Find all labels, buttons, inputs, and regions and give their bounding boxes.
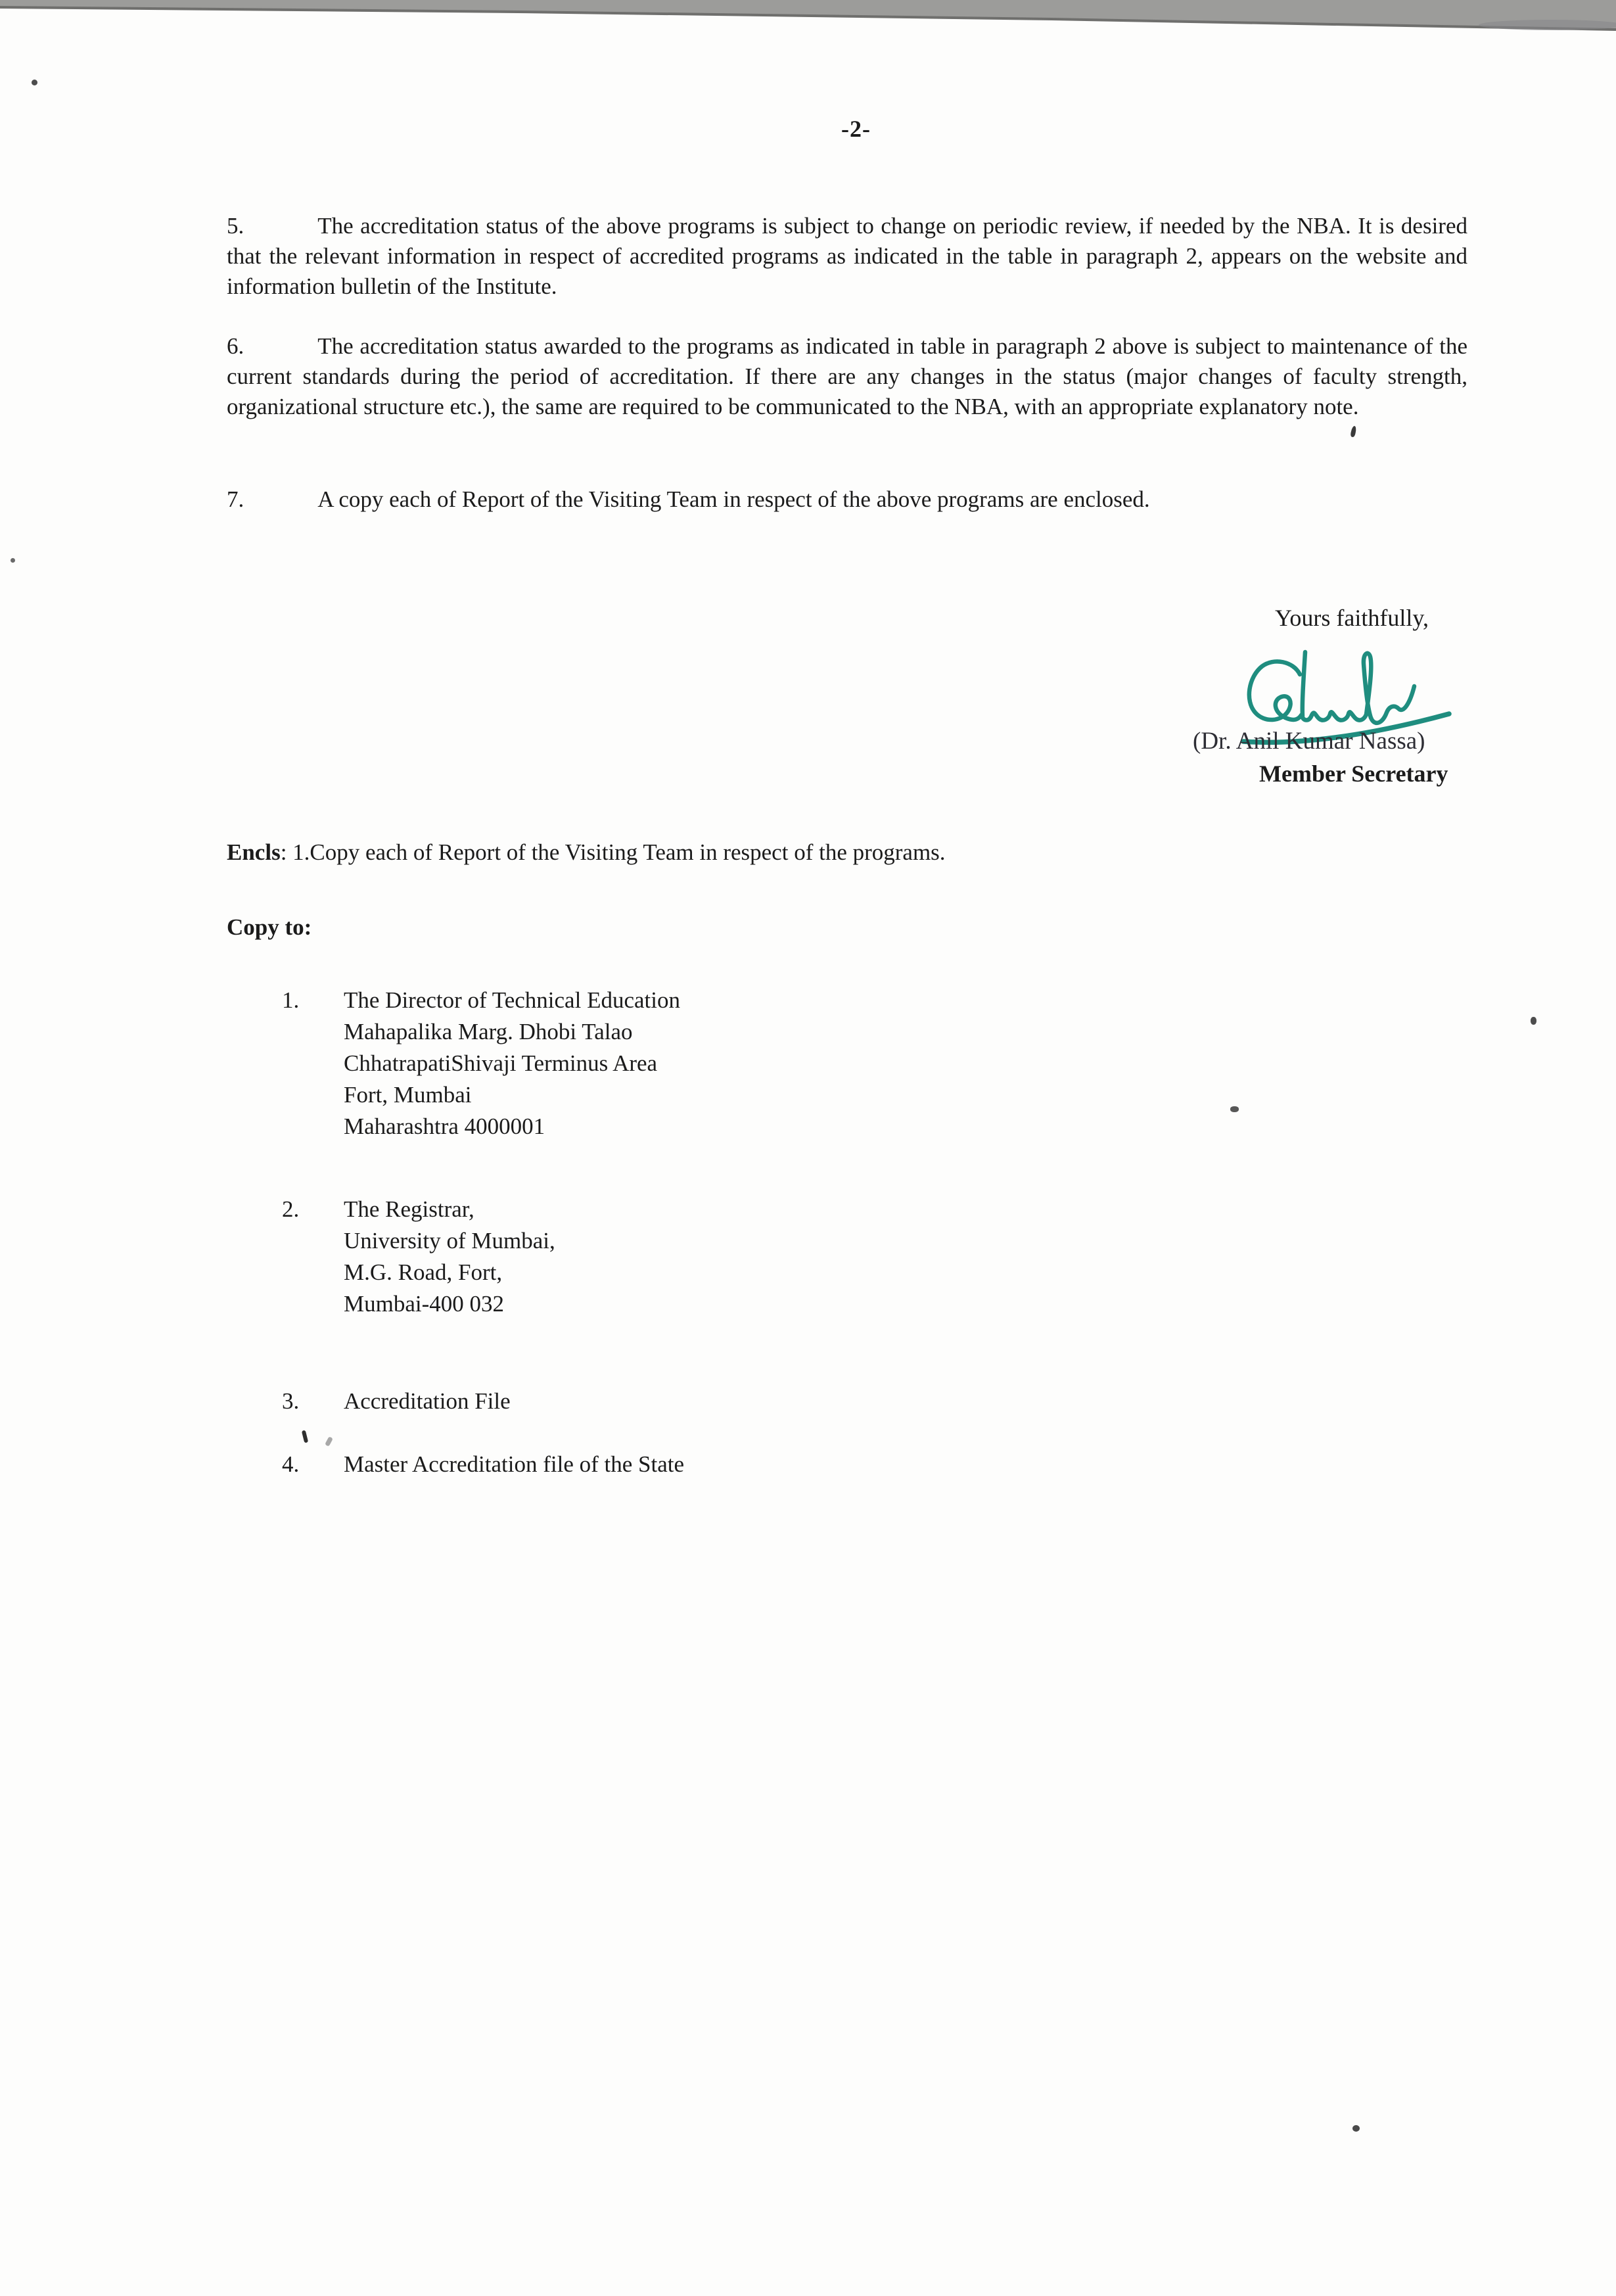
scan-speck <box>1230 1106 1239 1112</box>
signatory-title: Member Secretary <box>1259 761 1448 787</box>
paragraph-text: The accreditation status awarded to the programs as indicated in table in paragraph 2 above is subject to maintenance of the current standards during the period of accreditation. If there are any changes in the status (major changes of faculty strength, organizational structure etc.), the same are required to be communicated to the NBA, with an appropriate explanatory note. <box>227 333 1467 419</box>
scan-speck <box>32 80 37 85</box>
item-number: 2. <box>282 1196 300 1222</box>
copy-to-heading: Copy to: <box>227 914 312 940</box>
scan-speck <box>1531 1017 1536 1025</box>
address-line: The Director of Technical Education <box>344 987 680 1013</box>
scan-speck <box>11 558 15 563</box>
ink-mark <box>1350 425 1356 437</box>
address-line: The Registrar, <box>344 1196 474 1222</box>
scan-edge-artifact <box>0 0 1616 39</box>
address-line: University of Mumbai, <box>344 1228 555 1253</box>
item-number: 1. <box>282 987 300 1013</box>
signatory-name: (Dr. Anil Kumar Nassa) <box>1193 728 1425 755</box>
address-line: Accreditation File <box>344 1388 511 1414</box>
paragraph-text: The accreditation status of the above programs is subject to change on periodic review, if needed by the NBA. It is desired that the relevant information in respect of accredited programs as indicated in the table in paragraph 2, appears on the website and information bulletin of the Institute. <box>227 213 1467 299</box>
paragraph-6 <box>227 331 1467 422</box>
paragraph-number: 5. <box>227 213 244 239</box>
paragraph-text: A copy each of Report of the Visiting Team in respect of the above programs are enclosed. <box>317 486 1150 512</box>
valediction: Yours faithfully, <box>1275 605 1429 631</box>
ink-mark <box>302 1430 308 1443</box>
enclosures-text: : 1.Copy each of Report of the Visiting Team in respect of the programs. <box>280 839 946 865</box>
address-line: Mahapalika Marg. Dhobi Talao <box>344 1019 633 1044</box>
page-number: -2- <box>841 116 871 142</box>
item-number: 4. <box>282 1451 300 1477</box>
address-line: Mumbai-400 032 <box>344 1291 505 1317</box>
paragraph-7 <box>227 484 1467 515</box>
address-line: Master Accreditation file of the State <box>344 1451 685 1477</box>
ink-mark <box>325 1436 333 1447</box>
paragraph-number: 6. <box>227 333 244 359</box>
copy-to-item-3 <box>282 1386 511 1417</box>
enclosures-label: Encls <box>227 839 281 865</box>
address-line: Fort, Mumbai <box>344 1082 472 1108</box>
copy-to-item-2 <box>282 1194 555 1320</box>
address-line: Maharashtra 4000001 <box>344 1113 545 1139</box>
enclosures-line <box>227 839 946 866</box>
item-number: 3. <box>282 1388 300 1414</box>
paragraph-number: 7. <box>227 486 244 512</box>
address-line: ChhatrapatiShivaji Terminus Area <box>344 1050 658 1076</box>
address-line: M.G. Road, Fort, <box>344 1259 503 1285</box>
copy-to-item-1 <box>282 985 680 1142</box>
paragraph-5 <box>227 211 1467 302</box>
copy-to-item-4 <box>282 1449 685 1480</box>
scan-speck <box>1352 2125 1360 2132</box>
